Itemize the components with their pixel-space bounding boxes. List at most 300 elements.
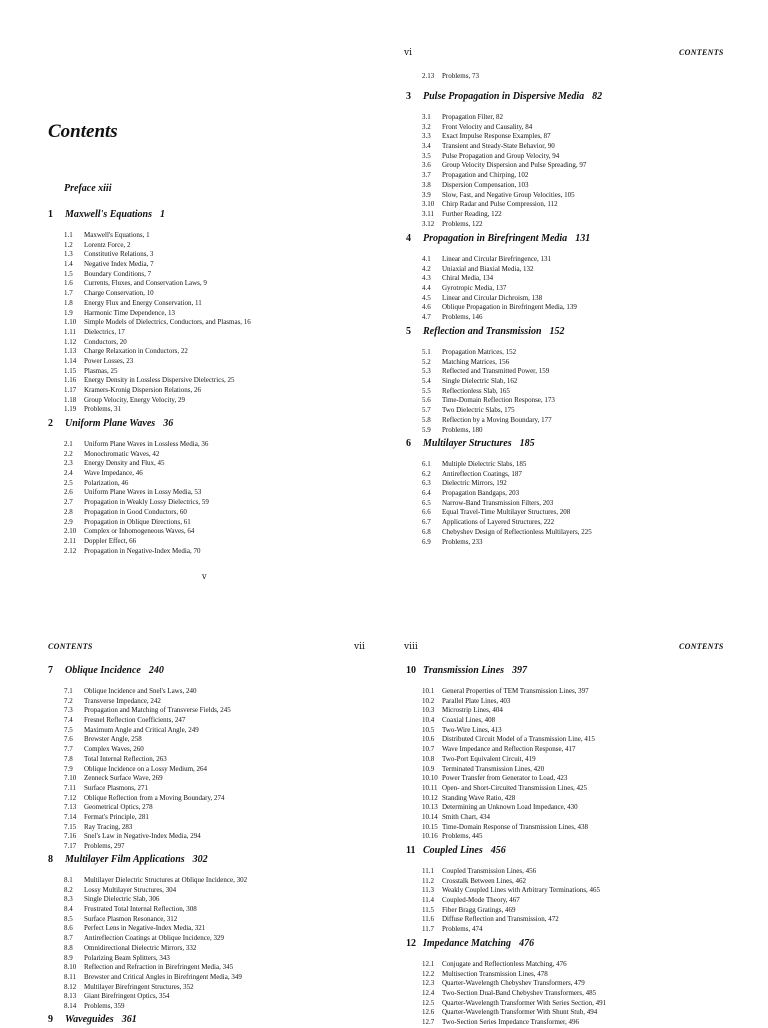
chapter-page: 240 (148, 665, 164, 676)
chapter-page: 82 (592, 91, 603, 102)
chapter-number: 10 (406, 665, 416, 676)
item-title: Propagation and Matching of Transverse Fields, 245 (84, 706, 231, 715)
item-title: Snel's Law in Negative-Index Media, 294 (84, 832, 201, 841)
item-title: Negative Index Media, 7 (84, 260, 154, 269)
chapter-title (423, 845, 506, 856)
toc-item (48, 963, 388, 973)
item-title: Fresnel Reflection Coefficients, 247 (84, 716, 186, 725)
chapter-title-text: Maxwell's Equations (65, 209, 152, 220)
toc-item (406, 970, 746, 980)
chapter-title-text: Coupled Lines (423, 845, 483, 856)
item-title: Microstrip Lines, 404 (442, 706, 503, 715)
toc-item (48, 983, 388, 993)
toc-item (48, 396, 388, 406)
item-number: 6.1 (422, 460, 431, 468)
item-number: 6.3 (422, 479, 431, 488)
item-title: Propagation Matrices, 152 (442, 348, 517, 356)
item-title: Chiral Media, 134 (442, 274, 494, 283)
chapter-number: 2 (48, 418, 53, 429)
item-title: Quarter-Wavelength Chebyshev Transformers, 479 (442, 979, 585, 988)
chapter-title (65, 1014, 137, 1025)
item-title: Exact Impulse Response Examples, 87 (442, 132, 551, 141)
item-number: 6.9 (422, 537, 431, 546)
item-title: Total Internal Reflection, 263 (84, 754, 167, 763)
chapter-page: 476 (519, 938, 535, 949)
toc-item (406, 479, 746, 489)
item-number: 1.13 (64, 347, 77, 356)
item-number: 3.11 (422, 209, 434, 218)
chapter-title-text: Propagation in Birefringent Media (423, 233, 568, 244)
item-title: Charge Conservation, 10 (84, 289, 154, 298)
item-number: 1.4 (64, 260, 73, 269)
item-number: 10.6 (422, 735, 435, 744)
item-title: Boundary Conditions, 7 (84, 269, 152, 278)
chapter-number: 6 (406, 438, 411, 449)
item-number: 5.2 (422, 357, 431, 366)
section-list (406, 255, 746, 323)
item-number: 5.6 (422, 396, 431, 405)
toc-item (48, 498, 388, 508)
toc-item (406, 794, 746, 804)
chapter-title-text: Multilayer Film Applications (65, 854, 185, 865)
item-number: 4.1 (422, 255, 431, 263)
item-number: 7.14 (64, 812, 77, 821)
toc-item (48, 876, 388, 886)
item-title: General Properties of TEM Transmission Lines, 397 (442, 687, 589, 695)
toc-item (48, 784, 388, 794)
item-number: 12.1 (422, 960, 435, 968)
chapter-page: 131 (575, 233, 591, 244)
item-title: Problems, 122 (442, 219, 483, 228)
chapter-title-text: Oblique Incidence (65, 665, 141, 676)
chapter-title (65, 209, 165, 220)
item-title: Lossy Multilayer Structures, 304 (84, 885, 177, 894)
item-number: 2.4 (64, 469, 73, 478)
chapter-heading (406, 233, 746, 247)
item-title: Dielectrics, 17 (84, 327, 125, 336)
toc-item (48, 279, 388, 289)
toc-item (406, 716, 746, 726)
item-number: 1.19 (64, 405, 77, 414)
item-title: Conductors, 20 (84, 337, 127, 346)
toc-item (48, 270, 388, 280)
toc-item (48, 706, 388, 716)
chapter-heading (48, 418, 388, 432)
toc-item (406, 274, 746, 284)
toc-item (406, 867, 746, 877)
item-number: 7.1 (64, 687, 73, 695)
item-title: Propagation Filter, 82 (442, 113, 503, 121)
item-number: 10.7 (422, 745, 435, 754)
item-number: 1.18 (64, 395, 77, 404)
item-number: 6.4 (422, 489, 431, 498)
toc-item (406, 123, 746, 133)
item-title: Multisection Transmission Lines, 478 (442, 969, 548, 978)
item-title: Diffuse Reflection and Transmission, 472 (442, 915, 559, 924)
item-number: 10.13 (422, 803, 438, 812)
chapter-heading (48, 1014, 388, 1028)
toc-item (406, 416, 746, 426)
toc-item (48, 973, 388, 983)
chapter-heading (406, 845, 746, 859)
item-title: Smith Chart, 434 (442, 812, 491, 821)
item-title: Giant Birefringent Optics, 354 (84, 992, 170, 1001)
item-title: Oblique Incidence on a Lossy Medium, 264 (84, 764, 208, 773)
item-number: 12.4 (422, 989, 435, 998)
item-title: Charge Relaxation in Conductors, 22 (84, 347, 188, 356)
item-number: 1.12 (64, 337, 77, 346)
item-number: 7.9 (64, 764, 73, 773)
toc-item (48, 924, 388, 934)
item-title: Reflected and Transmitted Power, 159 (442, 367, 550, 376)
chapter-title-text: Multilayer Structures (423, 438, 512, 449)
toc-item (48, 405, 388, 415)
toc-item (48, 992, 388, 1002)
item-title: Group Velocity Dispersion and Pulse Spreading, 97 (442, 161, 587, 170)
item-number: 1.10 (64, 318, 77, 327)
item-number: 7.15 (64, 822, 77, 831)
toc-item (48, 886, 388, 896)
item-title: Oblique Reflection from a Moving Boundary, 274 (84, 793, 225, 802)
item-title: Terminated Transmission Lines, 420 (442, 764, 545, 773)
item-title: Complex or Inhomogeneous Waves, 64 (84, 527, 195, 536)
chapter-block (406, 233, 746, 323)
item-number: 5.4 (422, 377, 431, 386)
item-title: Two Dielectric Slabs, 175 (442, 406, 515, 415)
item-number: 6.2 (422, 469, 431, 478)
item-number: 10.1 (422, 687, 435, 695)
item-number: 12.7 (422, 1018, 435, 1027)
item-number: 7.7 (64, 745, 73, 754)
item-title: Problems, 73 (442, 72, 479, 80)
toc-item (406, 925, 746, 935)
item-number: 5.8 (422, 415, 431, 424)
item-title: Propagation in Good Conductors, 60 (84, 507, 187, 516)
toc-item (48, 954, 388, 964)
item-number: 11.4 (422, 896, 434, 905)
item-number: 3.12 (422, 219, 435, 228)
item-number: 11.3 (422, 886, 434, 895)
item-title: Time-Domain Reflection Response, 173 (442, 396, 555, 405)
chapter-title (423, 938, 534, 949)
toc-item (406, 132, 746, 142)
toc-item (48, 328, 388, 338)
item-number: 1.7 (64, 289, 73, 298)
toc-item (406, 735, 746, 745)
item-title: Multiple Dielectric Slabs, 185 (442, 460, 527, 468)
item-title: Gyrotropic Media, 137 (442, 284, 507, 293)
item-number: 7.4 (64, 716, 73, 725)
chapter-number: 4 (406, 233, 411, 244)
chapter-heading (406, 938, 746, 952)
toc-item (48, 823, 388, 833)
toc-item (48, 755, 388, 765)
item-number: 2.7 (64, 498, 73, 507)
item-title: Two-Section Dual-Band Chebyshev Transformers, 485 (442, 989, 597, 998)
item-number: 7.16 (64, 832, 77, 841)
toc-item (48, 697, 388, 707)
item-number: 12.6 (422, 1008, 435, 1017)
item-title: Problems, 31 (84, 405, 121, 414)
toc-item (406, 886, 746, 896)
toc-item (406, 294, 746, 304)
chapter-number: 3 (406, 91, 411, 102)
item-title: Problems, 180 (442, 425, 483, 434)
item-number: 1.5 (64, 269, 73, 278)
chapter-number: 1 (48, 209, 53, 220)
item-title: Omnidirectional Dielectric Mirrors, 332 (84, 943, 197, 952)
item-number: 7.5 (64, 725, 73, 734)
item-title: Reflectionless Slab, 165 (442, 386, 510, 395)
item-title: Uniaxial and Biaxial Media, 132 (442, 264, 534, 273)
item-title: Reflection and Refraction in Birefringent Media, 345 (84, 963, 234, 972)
item-title: Chirp Radar and Pulse Compression, 112 (442, 200, 558, 209)
item-title: Kramers-Kronig Dispersion Relations, 26 (84, 386, 202, 394)
chapter-page: 1 (159, 209, 165, 220)
item-number: 3.4 (422, 142, 431, 151)
item-number: 4.7 (422, 313, 431, 322)
toc-item (48, 347, 388, 357)
item-title: Energy Density and Flux, 45 (84, 459, 165, 468)
toc-item (48, 832, 388, 842)
item-number: 7.17 (64, 842, 77, 850)
item-number: 2.12 (64, 546, 77, 555)
chapter-block (406, 665, 746, 842)
item-number: 1.14 (64, 356, 77, 365)
item-title: Open- and Short-Circuited Transmission Lines, 425 (442, 783, 588, 792)
toc-item (48, 376, 388, 386)
item-title: Determining an Unknown Load Impedance, 430 (442, 803, 578, 812)
chapter-number: 9 (48, 1014, 53, 1025)
item-title: Slow, Fast, and Negative Group Velocities, 105 (442, 190, 575, 199)
section-list (406, 960, 746, 1028)
item-number: 3.5 (422, 151, 431, 160)
toc-item (48, 765, 388, 775)
item-title: Problems, 474 (442, 925, 483, 934)
toc-item (406, 191, 746, 201)
toc-item (406, 1008, 746, 1018)
item-title: Linear and Circular Birefringence, 131 (442, 255, 552, 263)
toc-item (48, 488, 388, 498)
toc-item (48, 944, 388, 954)
toc-item (406, 813, 746, 823)
item-number: 8.3 (64, 895, 73, 904)
toc-item (406, 377, 746, 387)
chapter-title (65, 665, 164, 676)
toc-item (406, 470, 746, 480)
item-number: 8.12 (64, 982, 77, 991)
item-title: Constitutive Relations, 3 (84, 250, 154, 259)
toc-item (406, 181, 746, 191)
item-title: Quarter-Wavelength Transformer With Shunt Stub, 494 (442, 1008, 598, 1017)
item-title: Perfect Lens in Negative-Index Media, 321 (84, 924, 206, 933)
chapter-page: 302 (192, 854, 208, 865)
chapter-number: 12 (406, 938, 416, 949)
chapter-block (406, 91, 746, 229)
item-number: 8.10 (64, 963, 77, 972)
item-title: Group Velocity, Energy Velocity, 29 (84, 395, 185, 404)
toc-item (406, 387, 746, 397)
running-head: CONTENTS (48, 642, 93, 651)
item-number: 5.1 (422, 348, 431, 356)
chapter-number: 11 (406, 845, 416, 856)
toc-item (48, 905, 388, 915)
chapter-number: 8 (48, 854, 53, 865)
item-number: 10.10 (422, 774, 438, 783)
chapter-block (48, 1014, 388, 1028)
chapter-title-text: Waveguides (65, 1014, 114, 1025)
item-title: Multilayer Dielectric Structures at Oblique Incidence, 302 (84, 876, 248, 884)
toc-item (406, 896, 746, 906)
chapter-title (65, 854, 208, 865)
item-title: Problems, 297 (84, 842, 125, 850)
toc-item (48, 289, 388, 299)
item-number: 8.5 (64, 914, 73, 923)
item-number: 10.12 (422, 793, 438, 802)
toc-item (48, 260, 388, 270)
item-title: Equal Travel-Time Multilayer Structures, 208 (442, 508, 571, 517)
item-number: 7.2 (64, 696, 73, 705)
item-number: 10.15 (422, 822, 438, 831)
toc-item (406, 200, 746, 210)
toc-item (406, 210, 746, 220)
item-number: 4.2 (422, 264, 431, 273)
chapter-title (423, 665, 527, 676)
toc-item (48, 299, 388, 309)
item-number: 6.5 (422, 498, 431, 507)
item-title: Matching Matrices, 156 (442, 357, 510, 366)
section-list (406, 348, 746, 435)
item-title: Geometrical Optics, 278 (84, 803, 153, 812)
item-title: Reflection by a Moving Boundary, 177 (442, 415, 552, 424)
item-number: 5.7 (422, 406, 431, 415)
item-title: Propagation Bandgaps, 203 (442, 489, 520, 498)
page-v (0, 0, 384, 555)
item-number: 7.3 (64, 706, 73, 715)
item-title: Power Transfer from Generator to Load, 423 (442, 774, 568, 783)
toc-item (48, 318, 388, 328)
item-title: Linear and Circular Dichroism, 138 (442, 293, 543, 302)
item-title: Monochromatic Waves, 42 (84, 449, 160, 458)
toc-item (48, 357, 388, 367)
chapter-title-text: Impedance Matching (423, 938, 512, 949)
item-title: Fiber Bragg Gratings, 469 (442, 905, 516, 914)
toc-item (406, 979, 746, 989)
item-title: Brewster Angle, 258 (84, 735, 142, 744)
item-title: Problems, 359 (84, 1001, 125, 1010)
toc-item (48, 231, 388, 241)
toc-item (406, 406, 746, 416)
item-number: 1.8 (64, 298, 73, 307)
item-number: 3.3 (422, 132, 431, 141)
item-title: Doppler Effect, 66 (84, 536, 137, 545)
toc-item (406, 499, 746, 509)
item-number: 3.6 (422, 161, 431, 170)
item-number: 10.2 (422, 696, 435, 705)
item-number: 8.7 (64, 934, 73, 943)
item-title: Frustrated Total Internal Reflection, 308 (84, 905, 197, 914)
toc-item (406, 489, 746, 499)
item-number: 1.11 (64, 327, 76, 336)
toc-item (406, 765, 746, 775)
toc-item (48, 934, 388, 944)
toc-item (406, 687, 746, 697)
toc-item (48, 794, 388, 804)
item-title: Surface Plasmon Resonance, 312 (84, 914, 178, 923)
chapter-block (48, 665, 388, 852)
item-number: 10.14 (422, 812, 438, 821)
item-number: 8.8 (64, 943, 73, 952)
toc-item (406, 774, 746, 784)
item-title: Propagation in Negative-Index Media, 70 (84, 546, 201, 555)
item-title: Energy Flux and Energy Conservation, 11 (84, 298, 202, 307)
chapter-block (406, 938, 746, 1028)
page-number: vii (354, 642, 365, 652)
section-list (48, 876, 388, 1012)
item-title: Energy Density in Lossless Dispersive Dielectrics, 25 (84, 376, 235, 385)
item-number: 3.2 (422, 122, 431, 131)
section-list (406, 113, 746, 229)
item-number: 12.5 (422, 998, 435, 1007)
item-title: Distributed Circuit Model of a Transmission Line, 415 (442, 735, 595, 744)
chapter-page: 361 (121, 1014, 137, 1025)
chapter-heading (48, 854, 388, 868)
item-number: 2.9 (64, 517, 73, 526)
toc-item (406, 745, 746, 755)
item-title: Conjugate and Reflectionless Matching, 476 (442, 960, 567, 968)
lead-item (406, 72, 746, 82)
item-number: 1.1 (64, 231, 73, 239)
toc-item (406, 161, 746, 171)
item-title: Maximum Angle and Critical Angle, 249 (84, 725, 199, 734)
item-number: 8.14 (64, 1001, 77, 1010)
item-number: 3.1 (422, 113, 431, 121)
item-title: Dispersion Compensation, 103 (442, 180, 529, 189)
item-number: 1.15 (64, 366, 77, 375)
toc-item (48, 459, 388, 469)
toc-item (48, 338, 388, 348)
toc-item (406, 755, 746, 765)
item-number: 8.6 (64, 924, 73, 933)
toc-item (406, 906, 746, 916)
item-number: 7.11 (64, 783, 76, 792)
toc-item (406, 460, 746, 470)
item-title: Oblique Incidence and Snel's Laws, 240 (84, 687, 197, 695)
toc-item (406, 72, 746, 82)
section-list (406, 867, 746, 935)
toc-item (406, 803, 746, 813)
item-title: Transverse Impedance, 242 (84, 696, 161, 705)
toc-item (406, 989, 746, 999)
toc-item (48, 469, 388, 479)
item-number: 2.11 (64, 536, 76, 545)
item-title: Coaxial Lines, 408 (442, 716, 496, 725)
toc-item (406, 726, 746, 736)
toc-item (406, 220, 746, 230)
toc-item (406, 823, 746, 833)
toc-item (48, 774, 388, 784)
item-title: Surface Plasmons, 271 (84, 783, 148, 792)
item-number: 11.2 (422, 876, 434, 885)
chapter-heading (48, 665, 388, 679)
item-number: 5.5 (422, 386, 431, 395)
item-title: Antireflection Coatings at Oblique Incidence, 329 (84, 934, 224, 943)
chapter-page: 36 (163, 418, 174, 429)
item-number: 2.2 (64, 449, 73, 458)
item-number: 4.5 (422, 293, 431, 302)
toc-item (406, 706, 746, 716)
item-number: 7.10 (64, 774, 77, 783)
